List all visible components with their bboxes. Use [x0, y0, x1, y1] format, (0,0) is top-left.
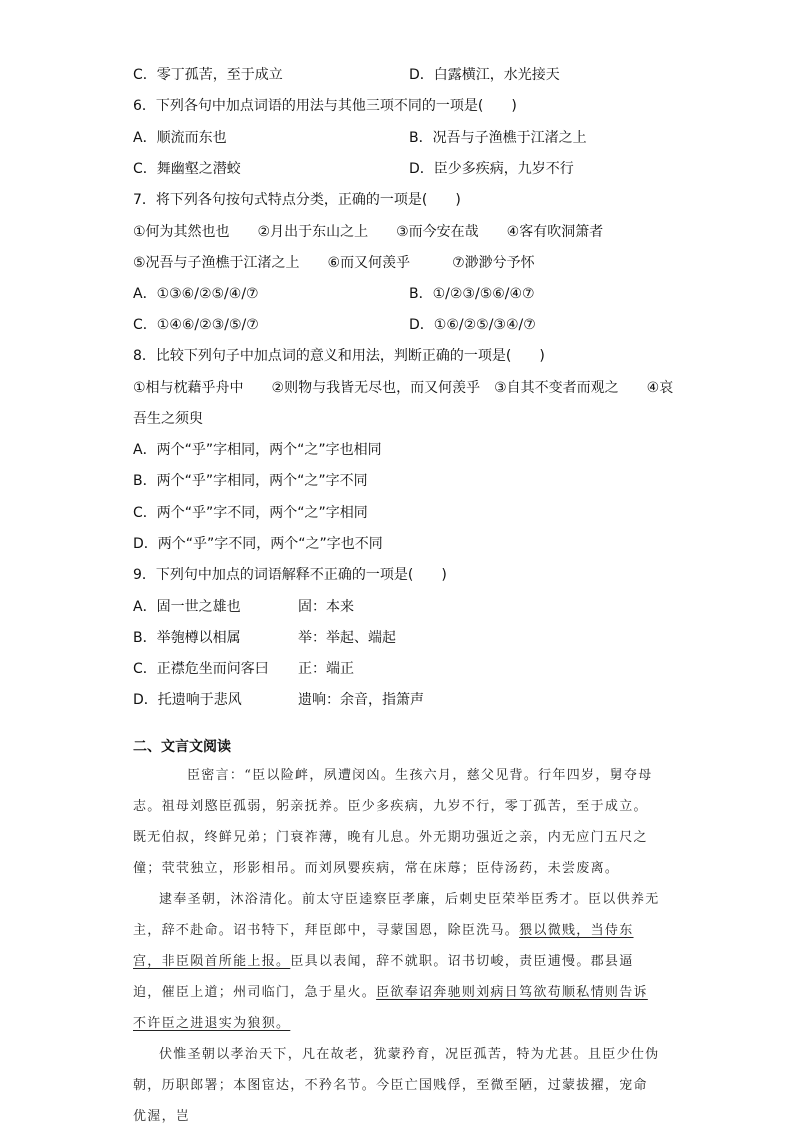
q9-option-b-gloss: 举：举起、端起 — [298, 630, 396, 646]
q7-option-a: A．①③⑥/②⑤/④/⑦ — [133, 286, 259, 302]
q6-option-a: A．顺流而东也 — [133, 130, 227, 146]
q5-option-c: C．零丁孤苦，至于成立 — [133, 67, 283, 83]
q8-stem: 8．比较下列句子中加点词的意义和用法，判断正确的一项是( ) — [133, 348, 545, 364]
q8-option-c: C．两个“乎”字不同，两个“之”字相同 — [133, 505, 368, 521]
q9-stem: 9．下列句中加点的词语解释不正确的一项是( ) — [133, 567, 447, 583]
q8-sentences-line2: 吾生之须臾 — [133, 411, 203, 427]
q6-stem: 6．下列各句中加点词语的用法与其他三项不同的一项是( ) — [133, 98, 517, 114]
q9-option-c: C．正襟危坐而问客曰 — [133, 661, 269, 677]
q9-option-a: A．固一世之雄也 — [133, 599, 241, 615]
q7-sentences-line2: ⑤况吾与子渔樵于江渚之上 ⑥而又何羡乎 ⑦渺渺兮予怀 — [133, 255, 535, 271]
passage-paragraph-1: 臣密言：“臣以险衅，夙遭闵凶。生孩六月，慈父见背。行年四岁，舅夺母志。祖母刘愍臣孤弱，躬亲抚养。臣少多疾病，九岁不行，零丁孤苦，至于成立。既无伯叔，终鲜兄弟；门衰祚薄，晚有儿息。外无期功强近之亲，内无应门五尺之僮；茕茕独立，形影相吊。而刘夙婴疾病，常在床蓐；臣侍汤药，未尝废离。 — [133, 768, 653, 876]
q9-option-c-gloss: 正：端正 — [298, 661, 354, 677]
q7-option-b: B．①/②③/⑤⑥/④⑦ — [409, 286, 535, 302]
q8-option-a: A．两个“乎”字相同，两个“之”字也相同 — [133, 442, 382, 458]
q6-option-c: C．舞幽壑之潜蛟 — [133, 161, 241, 177]
q9-option-a-gloss: 固：本来 — [298, 599, 354, 615]
q7-option-c: C．①④⑥/②③/⑤/⑦ — [133, 317, 259, 333]
q8-option-b: B．两个“乎”字相同，两个“之”字不同 — [133, 473, 368, 489]
q5-option-d: D．白露横江，水光接天 — [409, 67, 560, 83]
q6-option-b: B．况吾与子渔樵于江渚之上 — [409, 130, 587, 146]
passage-p2-text-2: 臣具以表闻，辞不就职。诏书切峻，责臣逋慢。郡县逼迫，催臣上道；州司临门，急于星火。 — [133, 954, 634, 1000]
passage-paragraph-2 — [133, 884, 661, 1039]
passage-p2-text-1: 逮奉圣朝，沐浴清化。前太守臣逵察臣孝廉，后刺史臣荣举臣秀才。臣以供养无主，辞不赴命。诏书特下，拜臣郎中，寻蒙国恩，除臣洗马。 — [133, 892, 660, 938]
underlined-sentence-2: 臣欲奉诏奔驰则刘病日笃欲苟顺私情则告诉不许臣之进退实为狼狈。 — [133, 985, 648, 1031]
passage-paragraph-3: 伏惟圣朝以孝治天下，凡在故老，犹蒙矜育，况臣孤苦，特为尤甚。且臣少仕伪朝，历职郎署；本图宦达，不矜名节。今臣亡国贱俘，至微至陋，过蒙拔擢，宠命优渥，岂 — [133, 1047, 660, 1124]
q6-option-d: D．臣少多疾病，九岁不行 — [409, 161, 574, 177]
q7-stem: 7．将下列各句按句式特点分类，正确的一项是( ) — [133, 192, 461, 208]
underlined-sentence-1: 猥以微贱，当侍东宫，非臣陨首所能上报。 — [133, 923, 634, 969]
classical-passage — [133, 760, 661, 1132]
q8-option-d: D．两个“乎”字不同，两个“之”字也不同 — [133, 536, 383, 552]
q9-option-b: B．举匏樽以相属 — [133, 630, 241, 646]
q8-sentences-line1: ①相与枕藉乎舟中 ②则物与我皆无尽也，而又何羡乎 ③自其不变者而观之 ④哀 — [133, 380, 674, 396]
q9-option-d-gloss: 遗响：余音，指箫声 — [298, 692, 424, 708]
q7-option-d: D．①⑥/②⑤/③④/⑦ — [409, 317, 536, 333]
q9-option-d: D．托遗响于悲风 — [133, 692, 242, 708]
q7-sentences-line1: ①何为其然也也 ②月出于东山之上 ③而今安在哉 ④客有吹洞箫者 — [133, 224, 604, 240]
section-title-classical-reading: 二、文言文阅读 — [133, 739, 231, 755]
